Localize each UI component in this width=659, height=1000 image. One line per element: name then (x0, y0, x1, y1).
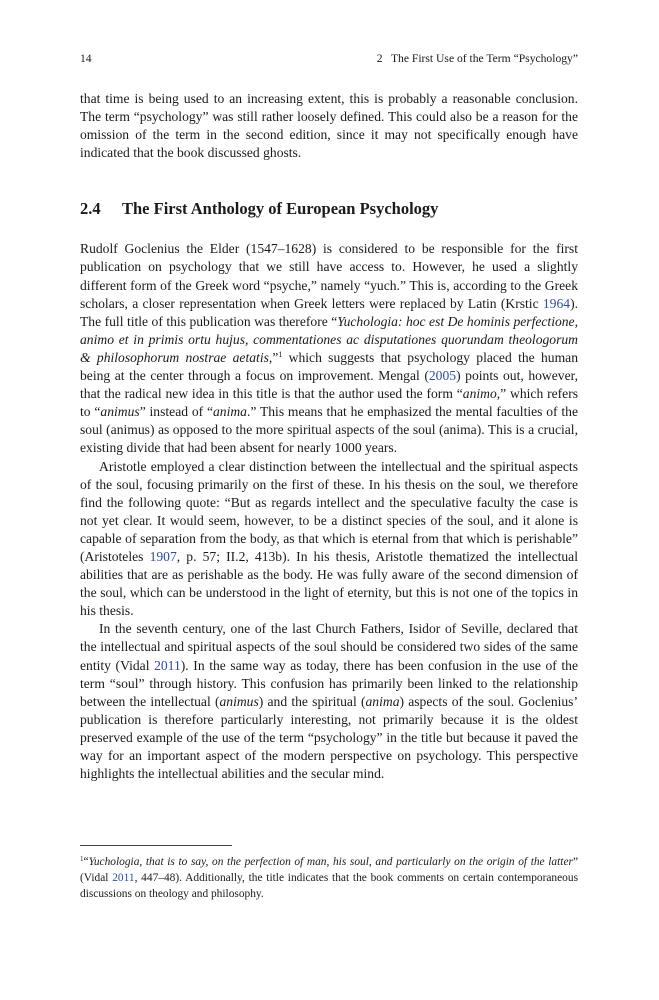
text-span: which suggests that psychology placed the human being at the center through a focus on improvement. Mengal ( (80, 349, 578, 384)
italic-term: animus (100, 404, 140, 420)
page-number: 14 (80, 52, 92, 65)
text-span: ,” which refers to “ (80, 386, 579, 420)
italic-title: Yuchologia: hoc est De hominis perfectione, animo et in primis ortu hujus, commentationes ac disputationes quorundam theologorum & philosophorum nostrae aetatis (80, 313, 578, 365)
text-span: ) and the spiritual ( (258, 693, 366, 709)
footnote-divider (80, 845, 232, 846)
section-heading (80, 199, 578, 219)
text-span: , 447–48). Additionally, the title indicates that the book comments on certain contemporaneous discussions on theology and philosophy. (80, 872, 579, 900)
footnote-marker[interactable]: 1 (278, 349, 283, 359)
text-span: ,” (268, 349, 279, 365)
citation-link[interactable]: 2005 (428, 368, 457, 384)
citation-link[interactable]: 2011 (112, 872, 135, 884)
text-span: , p. 57; II.2, 413b). In his thesis, Aristotle thematized the intellectual abilities that are as perishable as the body. He was fully aware of the second dimension of the soul, which can be understood in the light of eternity, but this is not one of the topics in his thesis. (80, 548, 578, 619)
italic-term: anima (365, 693, 400, 709)
intro-paragraph: that time is being used to an increasing extent, this is probably a reasonable conclusion. The term “psychology” was still rather loosely defined. This could also be a reason for the omission of the term in the second edition, since it may not specifically enough have indicated that the book discussed ghosts. (80, 91, 578, 161)
page-header (80, 52, 578, 68)
paragraph-aristotle (80, 458, 578, 621)
citation-link[interactable]: 1964 (542, 295, 571, 311)
paragraph-isidor (80, 620, 578, 783)
text-span: Rudolf Goclenius the Elder (1547–1628) is considered to be responsible for the first publication on psychology that we still have access to. However, he used a slightly different form of the Greek word “psyche,” namely “yuch.” This is, according to the Greek scholars, a closer representation when Greek letters were replaced by Latin (Krstic (80, 241, 578, 311)
section-number: 2.4 (80, 199, 101, 219)
text-span: ) points out, however, that the radical new idea in this title is that the author used the form “ (80, 368, 578, 402)
citation-link[interactable]: 1907 (149, 548, 177, 564)
text-span: ). The full title of this publication was therefore “ (80, 295, 578, 329)
text-span: Aristotle employed a clear distinction between the intellectual and the spiritual aspects of the soul, focusing primarily on the first of these. In his thesis on the soul, we therefore find the following quote: “But as regards intellect and the speculative faculty the case is not yet clear. It would seem, however, to be a distinct species of the soul, and it alone is capable of separation from the body, as that which is eternal from that which is perishable” (Aristoteles (80, 458, 578, 564)
text-span: ) aspects of the soul. Goclenius’ publication is therefore particularly interesting, not primarily because it is the oldest preserved example of the use of the term “psychology” in the title but because it paved the way for an important aspect of the modern perspective on psychology. This perspective highlights the intellectual abilities and the secular mind. (80, 693, 579, 782)
main-content (80, 90, 578, 783)
text-span: ” (Vidal (80, 856, 578, 884)
italic-term: animo (462, 386, 497, 402)
text-span: ). In the same way as today, there has been confusion in the use of the term “soul” through history. This confusion has primarily been linked to the relationship between the intellectual ( (80, 657, 579, 709)
citation-link[interactable]: 2011 (154, 657, 181, 673)
italic-translation: Yuchologia, that is to say, on the perfection of man, his soul, and particularly on the origin of the latter (88, 856, 573, 868)
italic-term: animus (219, 693, 259, 709)
paragraph-goclenius (80, 240, 578, 457)
footnote-number: 1 (80, 855, 84, 863)
text-span: “ (83, 856, 89, 868)
text-span: In the seventh century, one of the last Church Fathers, Isidor of Seville, declared that the intellectual and spiritual aspects of the soul should be considered two sides of the same entity (Vidal (80, 621, 578, 673)
footnote (80, 854, 578, 902)
text-span: ” instead of “ (139, 404, 213, 420)
italic-term: anima (212, 404, 247, 420)
section-title: The First Anthology of European Psychology (122, 199, 439, 219)
running-head: 2 The First Use of the Term “Psychology” (376, 52, 578, 65)
text-span: .” This means that he emphasized the mental faculties of the soul (animus) as opposed to the more spiritual aspects of the soul (anima). This is a crucial, existing divide that had been absent for nearly 1000 years. (80, 404, 578, 456)
